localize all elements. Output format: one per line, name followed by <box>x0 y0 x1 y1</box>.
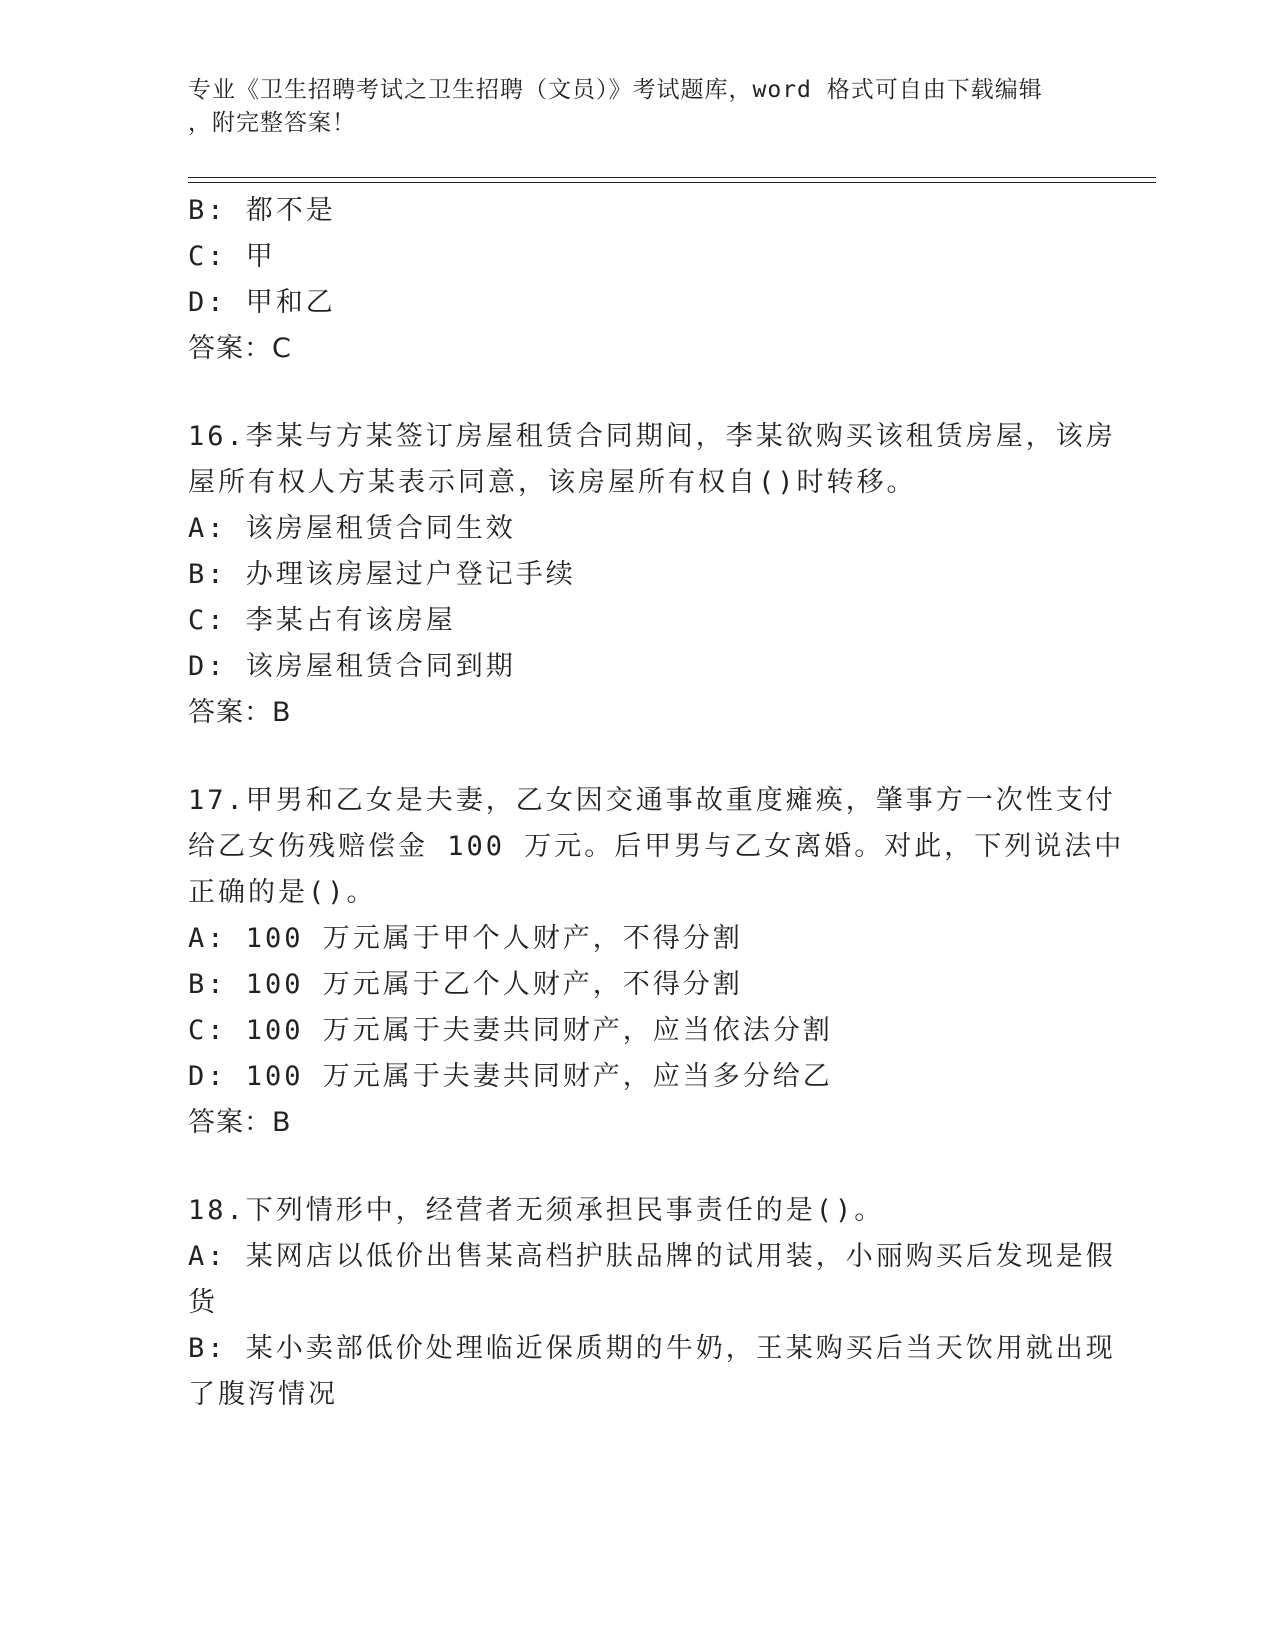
answer: 答案：B <box>188 1107 292 1138</box>
option-c: C: 甲 <box>188 241 276 272</box>
option-b: B: 某小卖部低价处理临近保质期的牛奶，王某购买后当天饮用就出现 <box>188 1333 1116 1364</box>
answer: 答案：C <box>188 333 292 364</box>
option-a-continuation: 货 <box>188 1287 218 1318</box>
question-18 <box>188 1188 1116 1418</box>
option-b: B: 都不是 <box>188 195 336 226</box>
spacer <box>188 372 1088 414</box>
question-stem: 给乙女伤残赔偿金 100 万元。后甲男与乙女离婚。对此，下列说法中 <box>188 831 1125 862</box>
spacer <box>188 1146 1088 1188</box>
header-line: ，附完整答案！ <box>188 110 356 136</box>
question-15 <box>188 188 1088 372</box>
option-b: B: 100 万元属于乙个人财产，不得分割 <box>188 969 743 1000</box>
option-a: A: 100 万元属于甲个人财产，不得分割 <box>188 923 743 954</box>
question-stem: 屋所有权人方某表示同意，该房屋所有权自()时转移。 <box>188 467 917 498</box>
question-stem: 正确的是()。 <box>188 877 377 908</box>
option-a: A: 该房屋租赁合同生效 <box>188 513 516 544</box>
spacer <box>188 736 1088 778</box>
option-d: D: 该房屋租赁合同到期 <box>188 651 516 682</box>
option-c: C: 100 万元属于夫妻共同财产，应当依法分割 <box>188 1015 833 1046</box>
header-divider <box>188 182 1156 183</box>
question-list <box>188 188 1125 1418</box>
option-d: D: 甲和乙 <box>188 287 336 318</box>
question-stem: 17.甲男和乙女是夫妻，乙女因交通事故重度瘫痪，肇事方一次性支付 <box>188 785 1116 816</box>
page-header <box>188 74 1088 140</box>
option-c: C: 李某占有该房屋 <box>188 605 456 636</box>
question-16 <box>188 414 1116 736</box>
header-divider <box>188 177 1156 178</box>
question-stem: 18.下列情形中，经营者无须承担民事责任的是()。 <box>188 1195 885 1226</box>
answer: 答案：B <box>188 697 292 728</box>
option-b: B: 办理该房屋过户登记手续 <box>188 559 576 590</box>
option-a: A: 某网店以低价出售某高档护肤品牌的试用装，小丽购买后发现是假 <box>188 1241 1116 1272</box>
option-d: D: 100 万元属于夫妻共同财产，应当多分给乙 <box>188 1061 833 1092</box>
question-17 <box>188 778 1125 1146</box>
option-b-continuation: 了腹泻情况 <box>188 1379 338 1410</box>
question-stem: 16.李某与方某签订房屋租赁合同期间，李某欲购买该租赁房屋，该房 <box>188 421 1116 452</box>
header-line: 专业《卫生招聘考试之卫生招聘（文员）》考试题库，word 格式可自由下载编辑 <box>188 77 1043 103</box>
